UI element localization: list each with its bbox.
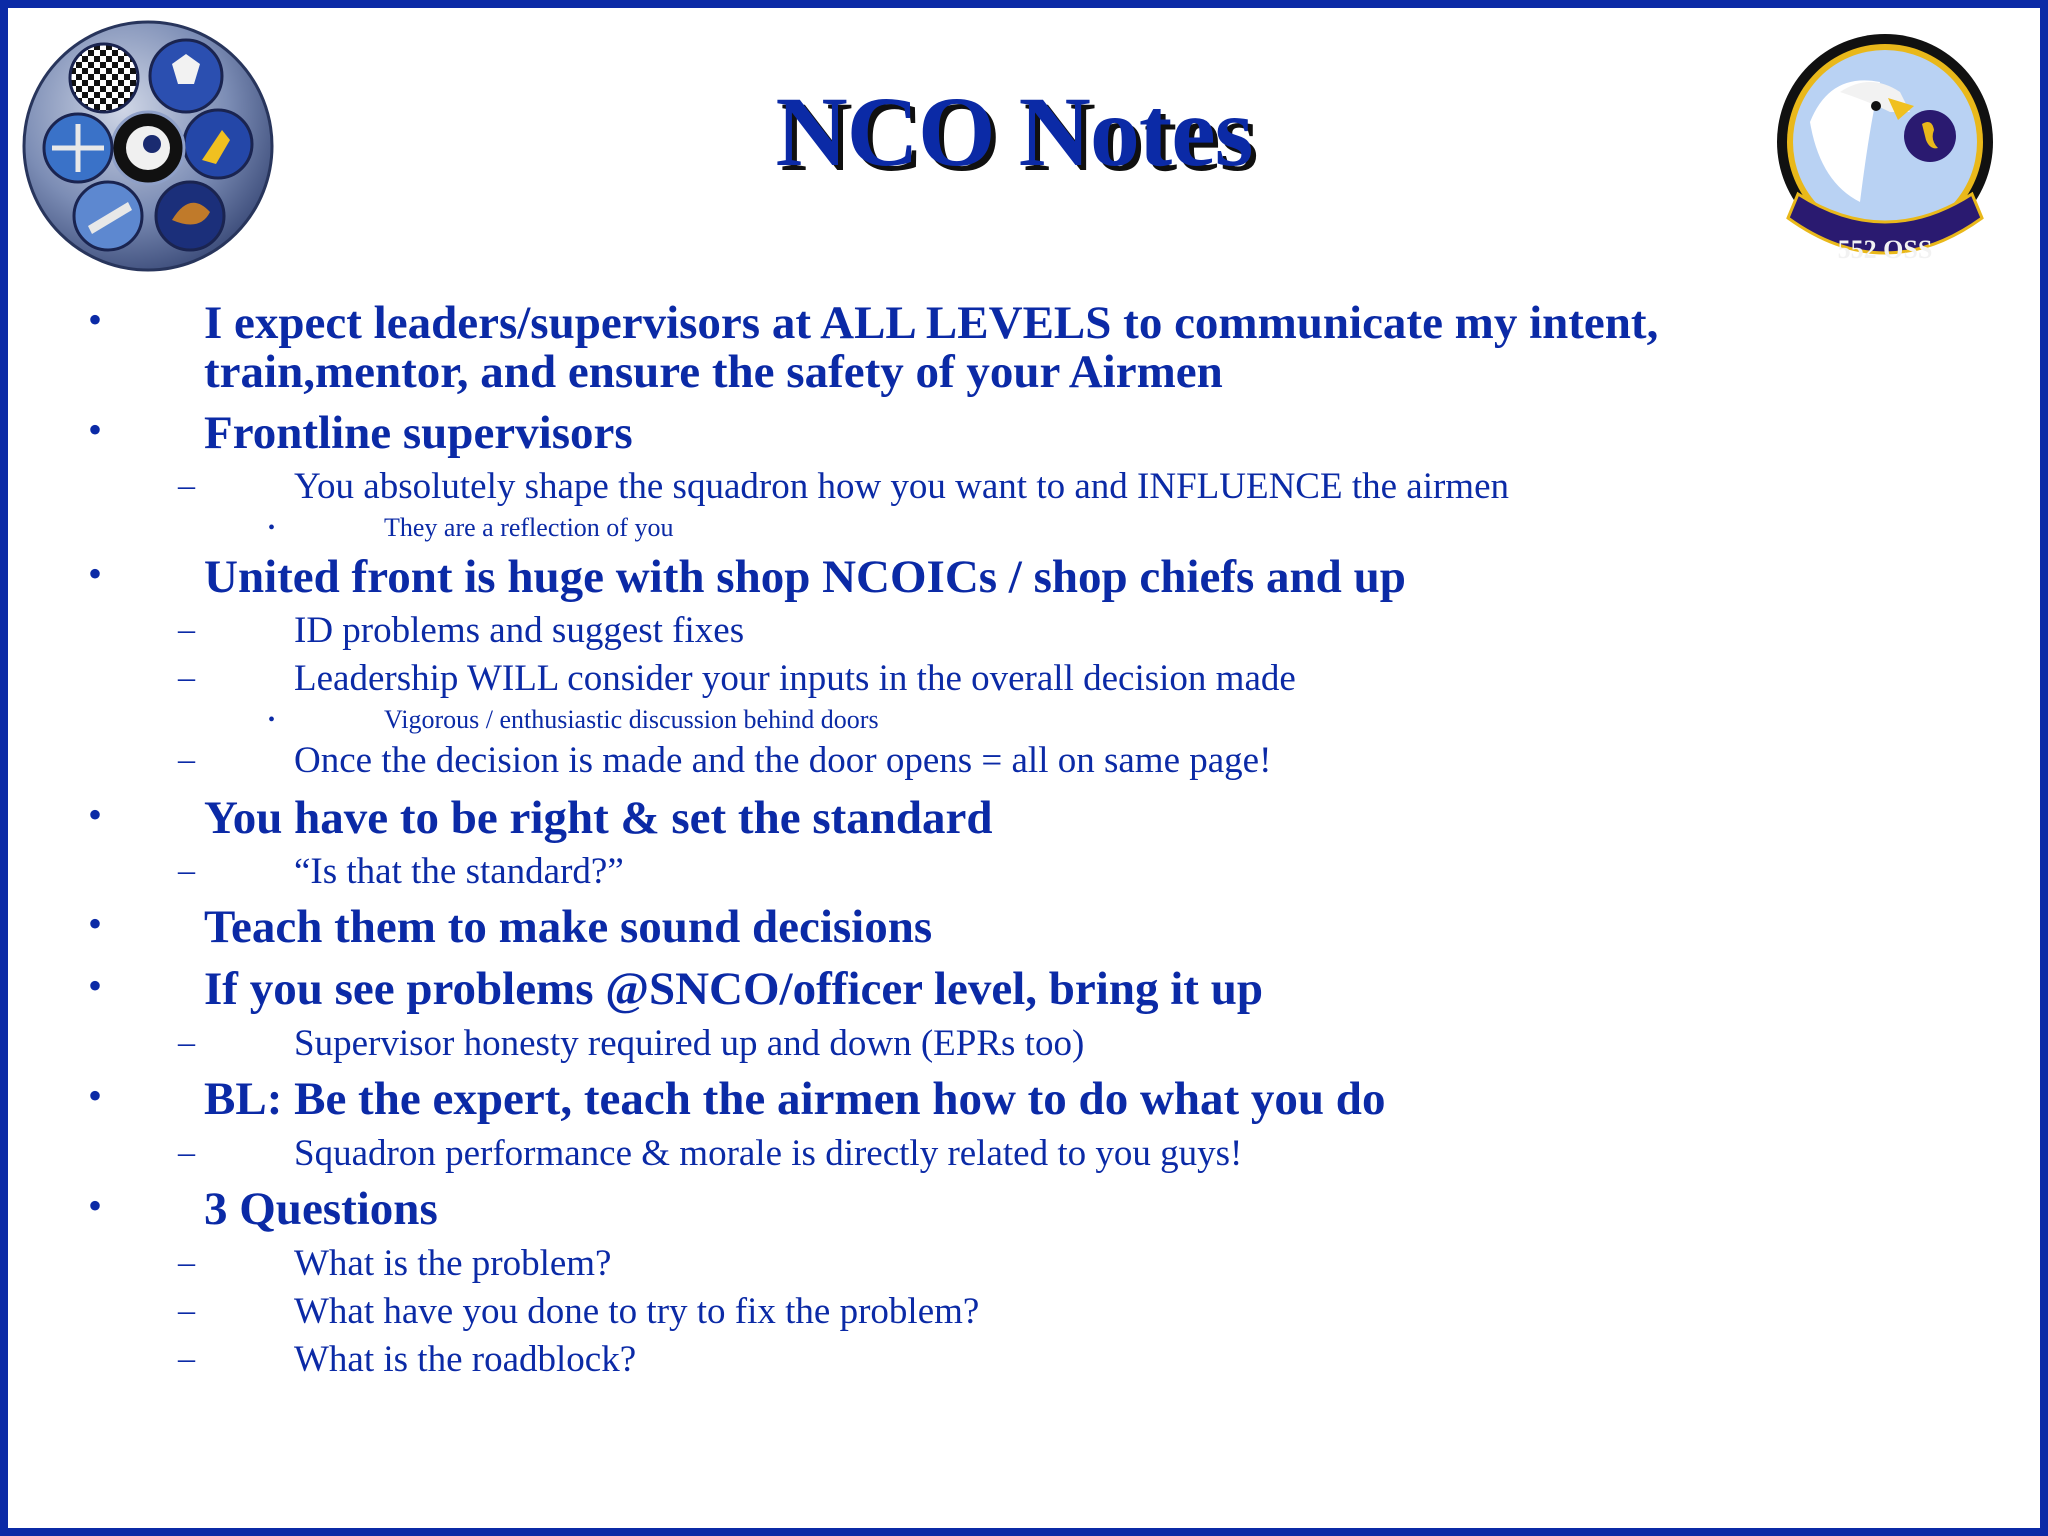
dash-marker: – — [178, 467, 195, 504]
552-oss-patch-label: 552 OSS — [1837, 235, 1933, 264]
bullet-dot: • — [88, 407, 103, 452]
bullet-dot: • — [88, 1073, 103, 1118]
small-bullet-dot: • — [268, 709, 276, 731]
sub-item: “Is that the standard?” — [294, 851, 624, 892]
sub-item: ID problems and suggest fixes — [294, 610, 745, 651]
bullet-dot: • — [88, 1183, 103, 1228]
dash-marker: – — [178, 1134, 195, 1171]
sub-item: What is the problem? — [294, 1243, 612, 1284]
sub-item: Leadership WILL consider your inputs in the overall decision made — [294, 658, 1296, 699]
dash-marker: – — [178, 1292, 195, 1329]
slide-title: NCO Notes — [775, 76, 1253, 187]
list-item-continued: train,mentor, and ensure the safety of your Airmen — [204, 346, 1223, 398]
dash-marker: – — [178, 611, 195, 648]
list-item: BL: Be the expert, teach the airmen how to do what you do — [204, 1073, 1386, 1125]
bullet-dot: • — [88, 792, 103, 837]
sub-sub-item: Vigorous / enthusiastic discussion behind doors — [384, 705, 879, 734]
bullet-dot: • — [88, 551, 103, 596]
sub-item: What have you done to try to fix the problem? — [294, 1291, 980, 1332]
dash-marker: – — [178, 852, 195, 889]
sub-sub-item: They are a reflection of you — [384, 513, 674, 542]
list-item: You have to be right & set the standard — [204, 792, 993, 844]
sub-item: You absolutely shape the squadron how you want to and INFLUENCE the airmen — [294, 466, 1510, 507]
list-item: Frontline supervisors — [204, 407, 633, 459]
dash-marker: – — [178, 741, 195, 778]
list-item: United front is huge with shop NCOICs / shop chiefs and up — [204, 551, 1406, 603]
bullet-dot: • — [88, 963, 103, 1008]
sub-item: Once the decision is made and the door opens = all on same page! — [294, 740, 1272, 781]
dash-marker: – — [178, 1340, 195, 1377]
sub-item: Supervisor honesty required up and down (EPRs too) — [294, 1023, 1085, 1064]
sub-item: Squadron performance & morale is directly related to you guys! — [294, 1133, 1243, 1174]
bullet-dot: • — [88, 297, 103, 342]
dash-marker: – — [178, 659, 195, 696]
bullet-dot: • — [88, 901, 103, 946]
list-item: If you see problems @SNCO/officer level, bring it up — [204, 963, 1263, 1015]
sub-item: What is the roadblock? — [294, 1339, 637, 1380]
list-item: Teach them to make sound decisions — [204, 901, 933, 953]
list-item: 3 Questions — [204, 1183, 438, 1235]
dash-marker: – — [178, 1244, 195, 1281]
list-item: I expect leaders/supervisors at ALL LEVELS to communicate my intent, — [204, 297, 1659, 349]
small-bullet-dot: • — [268, 517, 276, 539]
dash-marker: – — [178, 1024, 195, 1061]
